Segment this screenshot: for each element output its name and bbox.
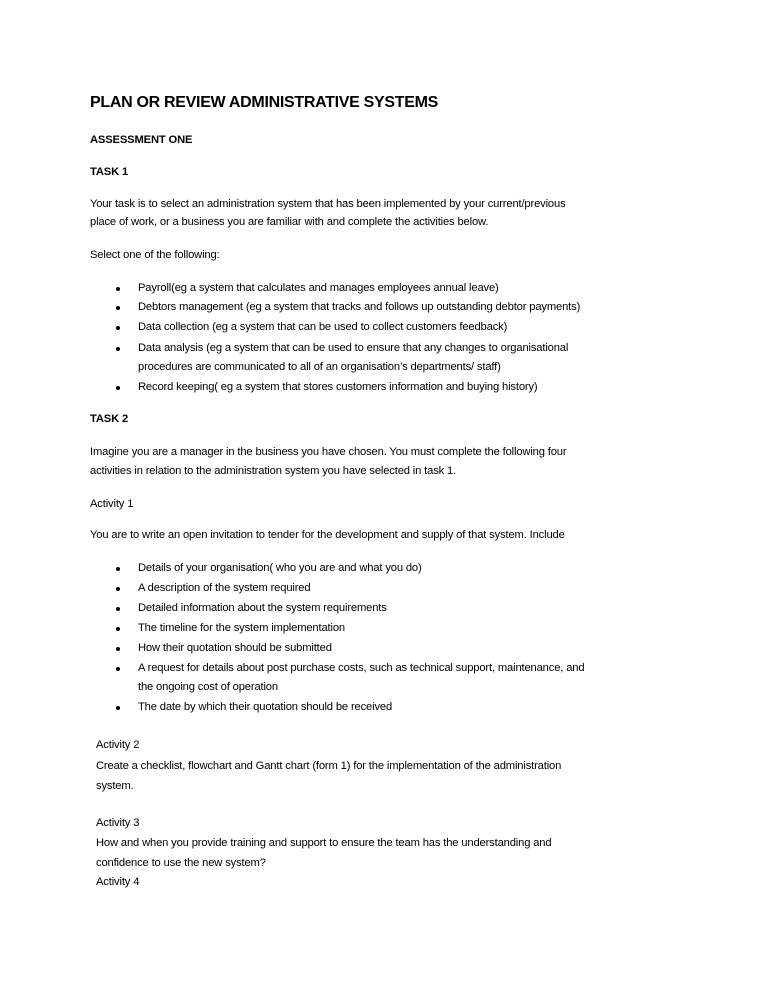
text-line: Your task is to select an administration system that has been implemented by your current/previous	[90, 198, 566, 210]
task-heading: TASK 1	[90, 166, 129, 178]
list-item: A request for details about post purchase costs, such as technical support, maintenance, and	[138, 662, 585, 674]
bullet-icon	[116, 706, 120, 710]
text-line: Imagine you are a manager in the business you have chosen. You must complete the following four	[90, 446, 567, 458]
bullet-icon	[116, 306, 120, 310]
list-item: Payroll(eg a system that calculates and manages employees annual leave)	[138, 282, 499, 294]
bullet-icon	[116, 587, 120, 591]
list-item: Data collection (eg a system that can be used to collect customers feedback)	[138, 321, 508, 333]
bullet-icon	[116, 287, 120, 291]
task-heading: TASK 2	[90, 413, 129, 425]
bullet-icon	[116, 347, 120, 351]
bullet-icon	[116, 647, 120, 651]
activity-heading: Activity 4	[96, 876, 140, 888]
text-line: confidence to use the new system?	[96, 857, 266, 869]
bullet-icon	[116, 386, 120, 390]
list-item: Data analysis (eg a system that can be used to ensure that any changes to organisational	[138, 342, 569, 354]
text-line: activities in relation to the administration system you have selected in task 1.	[90, 465, 457, 477]
list-item: The timeline for the system implementation	[138, 622, 345, 634]
list-item: the ongoing cost of operation	[138, 681, 278, 693]
document-title: PLAN OR REVIEW ADMINISTRATIVE SYSTEMS	[90, 94, 439, 111]
list-item: Details of your organisation( who you are and what you do)	[138, 562, 422, 574]
bullet-icon	[116, 567, 120, 571]
text-line: You are to write an open invitation to tender for the development and supply of that system. Include	[90, 529, 565, 541]
text-line: How and when you provide training and support to ensure the team has the understanding and	[96, 837, 552, 849]
list-item: procedures are communicated to all of an organisation’s departments/ staff)	[138, 361, 501, 373]
activity-heading: Activity 2	[96, 739, 140, 751]
list-item: Record keeping( eg a system that stores customers information and buying history)	[138, 381, 538, 393]
list-item: Detailed information about the system requirements	[138, 602, 387, 614]
bullet-icon	[116, 667, 120, 671]
list-item: A description of the system required	[138, 582, 311, 594]
bullet-icon	[116, 326, 120, 330]
text-line: place of work, or a business you are familiar with and complete the activities below.	[90, 216, 489, 228]
list-item: How their quotation should be submitted	[138, 642, 332, 654]
activity-heading: Activity 1	[90, 498, 134, 510]
text-line: Create a checklist, flowchart and Gantt chart (form 1) for the implementation of the administration	[96, 760, 562, 772]
section-heading: ASSESSMENT ONE	[90, 134, 193, 146]
text-line: system.	[96, 780, 134, 792]
bullet-icon	[116, 627, 120, 631]
bullet-icon	[116, 607, 120, 611]
list-item: Debtors management (eg a system that tracks and follows up outstanding debtor payments)	[138, 301, 581, 313]
text-line: Select one of the following:	[90, 249, 220, 261]
activity-heading: Activity 3	[96, 817, 140, 829]
list-item: The date by which their quotation should be received	[138, 701, 393, 713]
